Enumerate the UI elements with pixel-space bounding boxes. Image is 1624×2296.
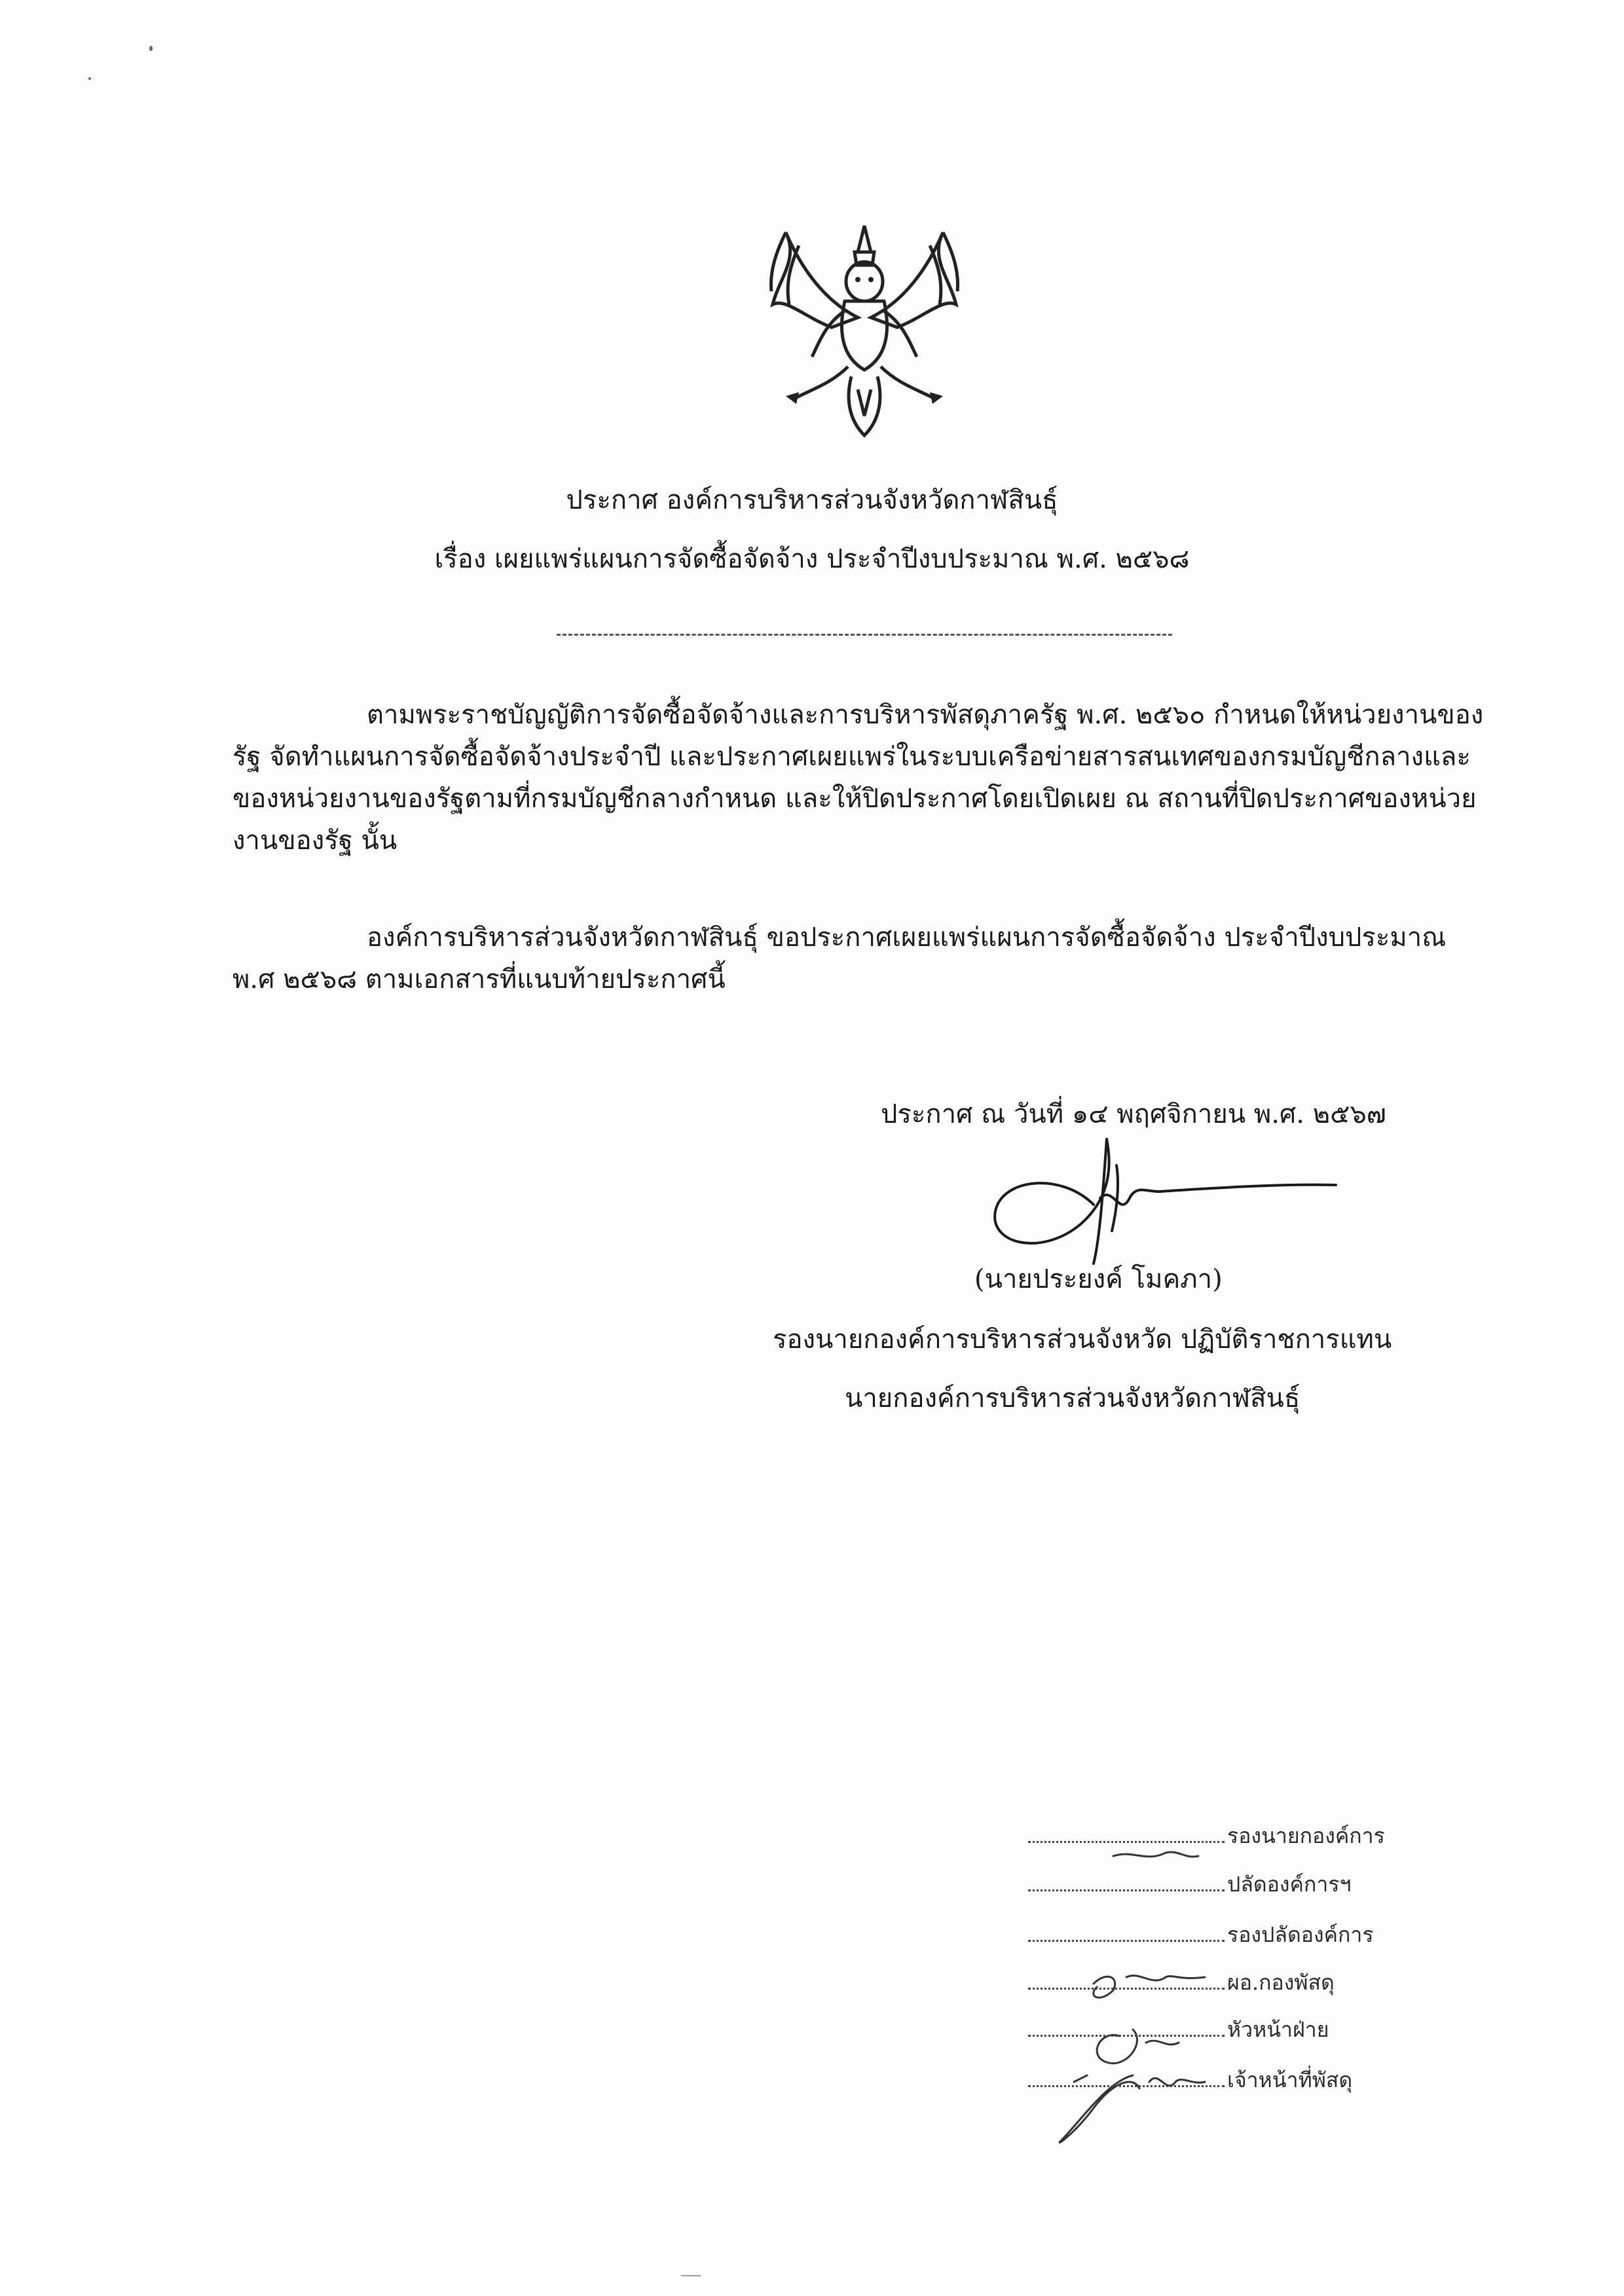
routing-label: รองนายกองค์การ bbox=[1227, 1823, 1385, 1848]
scan-speck bbox=[149, 46, 153, 51]
signatory-name: (นายประยงค์ โมคภา) bbox=[974, 1264, 1223, 1294]
routing-label: หัวหน้าฝ่าย bbox=[1227, 2017, 1329, 2042]
body-paragraph-1: ตามพระราชบัญญัติการจัดซื้อจัดจ้างและการบริหารพัสดุภาครัฐ พ.ศ. ๒๕๖๐ กำหนดให้หน่วยงานของรัฐ จัดทำแผนการจัดซื้อจัดจ้างประจำปี และประกาศเผยแพร่ในระบบเครือข่ายสารสนเทศของกรมบัญชีกลางและของหน่วยงานของรัฐตามที่กรมบัญชีกลางกำหนด และให้ปิดประกาศโดยเปิดเผย ณ สถานที่ปิดประกาศของหน่วยงานของรัฐ นั้น bbox=[232, 700, 1484, 856]
routing-label: รองปลัดองค์การ bbox=[1227, 1922, 1374, 1947]
routing-line-5 bbox=[1028, 2016, 1421, 2043]
routing-label: ผอ.กองพัสดุ bbox=[1227, 1970, 1335, 1995]
routing-dots bbox=[1028, 1988, 1225, 1990]
garuda-emblem-icon bbox=[760, 219, 969, 442]
routing-line-2 bbox=[1028, 1871, 1421, 1897]
routing-line-6 bbox=[1028, 2067, 1421, 2093]
routing-dots bbox=[1028, 1841, 1225, 1843]
routing-dots bbox=[1028, 2035, 1225, 2037]
signatory-organization: นายกองค์การบริหารส่วนจังหวัดกาฬสินธุ์ bbox=[845, 1383, 1301, 1413]
announcement-date: ประกาศ ณ วันที่ ๑๔ พฤศจิกายน พ.ศ. ๒๕๖๗ bbox=[881, 1099, 1386, 1129]
handwritten-signature bbox=[982, 1126, 1349, 1277]
scan-speck bbox=[88, 77, 91, 80]
heading-divider bbox=[557, 634, 1172, 636]
body-paragraph-2: องค์การบริหารส่วนจังหวัดกาฬสินธุ์ ขอประกาศเผยแพร่แผนการจัดซื้อจัดจ้าง ประจำปีงบประมาณ พ.ศ ๒๕๖๘ ตามเอกสารที่แนบท้ายประกาศนี้ bbox=[232, 922, 1447, 994]
announcement-heading: ประกาศ องค์การบริหารส่วนจังหวัดกาฬสินธุ์ bbox=[566, 485, 1058, 515]
scan-speck bbox=[681, 2275, 701, 2276]
announcement-subject: เรื่อง เผยแพร่แผนการจัดซื้อจัดจ้าง ประจำปีงบประมาณ พ.ศ. ๒๕๖๘ bbox=[434, 544, 1190, 574]
routing-dots bbox=[1028, 1889, 1225, 1891]
signatory-title: รองนายกองค์การบริหารส่วนจังหวัด ปฏิบัติราชการแทน bbox=[773, 1324, 1392, 1355]
routing-label: เจ้าหน้าที่พัสดุ bbox=[1227, 2068, 1353, 2092]
routing-dots bbox=[1028, 2085, 1225, 2087]
routing-label: ปลัดองค์การฯ bbox=[1227, 1872, 1352, 1897]
routing-line-1 bbox=[1028, 1823, 1421, 1849]
routing-line-3 bbox=[1028, 1922, 1421, 1948]
routing-line-4 bbox=[1028, 1969, 1421, 1995]
routing-dots bbox=[1028, 1940, 1225, 1942]
